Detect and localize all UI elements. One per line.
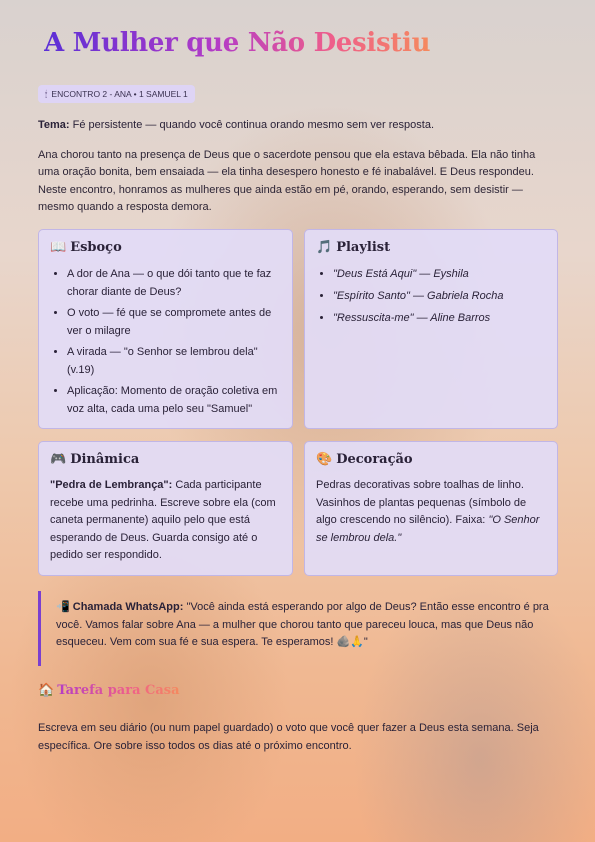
whatsapp-callout	[38, 591, 558, 666]
theme-label: Tema:	[38, 119, 70, 131]
game-controller-icon: 🎮	[50, 452, 67, 467]
page-title: A Mulher que Não Desistiu	[44, 28, 431, 58]
outline-heading	[50, 240, 281, 255]
meeting-badge	[38, 85, 195, 103]
list-item: • "Ressuscita-me" — Aline Barros	[333, 309, 546, 327]
outline-list	[50, 265, 281, 418]
activity-lead: "Pedra de Lembrança":	[50, 479, 173, 491]
callout-label: Chamada WhatsApp:	[72, 601, 184, 613]
playlist-title: Playlist	[336, 240, 391, 255]
playlist-heading	[316, 240, 546, 255]
list-item: • "Deus Está Aqui" — Eyshila	[333, 265, 546, 283]
decoration-description: Pedras decorativas sobre toalhas de linho. Vasinhos de plantas pequenas (símbolo de algo crescendo no silêncio). Faixa:	[316, 479, 527, 526]
phone-icon: 📲	[56, 601, 70, 613]
list-item: • A virada — "o Senhor se lembrou dela" (v.19)	[67, 343, 281, 379]
homework-title: Tarefa para Casa	[57, 683, 180, 698]
decoration-card	[304, 441, 558, 576]
outline-title: Esboço	[70, 240, 122, 255]
decoration-heading	[316, 452, 546, 467]
house-icon: 🏠	[38, 683, 55, 698]
activity-title: Dinâmica	[70, 452, 140, 467]
decoration-title: Decoração	[336, 452, 413, 467]
homework-text: Escreva em seu diário (ou num papel guardado) o voto que você quer fazer a Deus esta semana. Seja específica. Ore sobre isso todos os dias até o próximo encontro.	[38, 722, 539, 752]
homework-heading	[38, 683, 180, 698]
outline-card	[38, 229, 293, 429]
callout-text: "Você ainda está esperando por algo de Deus? Então esse encontro é pra você. Vamos falar sobre Ana — a mulher que chorou tanto que pareceu louca, mas que Deus não esqueceu. Vem com sua fé e sua espera. Te esperamos! 🪨🙏"	[56, 601, 549, 648]
theme-line	[38, 118, 558, 133]
list-item: • "Espírito Santo" — Gabriela Rocha	[333, 287, 546, 305]
meeting-badge-text: ENCONTRO 2 - ANA • 1 SAMUEL 1	[51, 89, 188, 99]
list-item: • Aplicação: Momento de oração coletiva em voz alta, cada uma pelo seu "Samuel"	[67, 382, 281, 418]
activity-heading	[50, 452, 281, 467]
book-icon: 📖	[50, 240, 67, 255]
playlist-list	[316, 265, 546, 327]
list-item: • O voto — fé que se compromete antes de ver o milagre	[67, 304, 281, 340]
palette-icon: 🎨	[316, 452, 333, 467]
decoration-quote: "O Senhor se lembrou dela."	[316, 514, 540, 544]
activity-card	[38, 441, 293, 576]
music-note-icon: 🎵	[316, 240, 333, 255]
activity-description: Cada participante recebe uma pedrinha. Escreve sobre ela (com caneta permanente) aquilo pelo que está esperando de Deus. Guarda consigo até o pedido ser respondido.	[50, 479, 276, 561]
activity-text	[50, 477, 281, 565]
list-item: • A dor de Ana — o que dói tanto que te faz chorar diante de Deus?	[67, 265, 281, 301]
decoration-text	[316, 477, 546, 547]
candle-icon: 🕯	[45, 89, 48, 99]
intro-paragraph: Ana chorou tanto na presença de Deus que o sacerdote pensou que ela estava bêbada. Ela não tinha uma oração bonita, bem ensaiada — ela tinha desespero honesto e fé inabalável. E Deus respondeu. Neste encontro, honramos as mulheres que ainda estão em pé, orando, esperando, sem desistir — mesmo quando a resposta demora.	[38, 149, 536, 213]
theme-text: Fé persistente — quando você continua orando mesmo sem ver resposta.	[69, 119, 435, 131]
playlist-card	[304, 229, 558, 429]
